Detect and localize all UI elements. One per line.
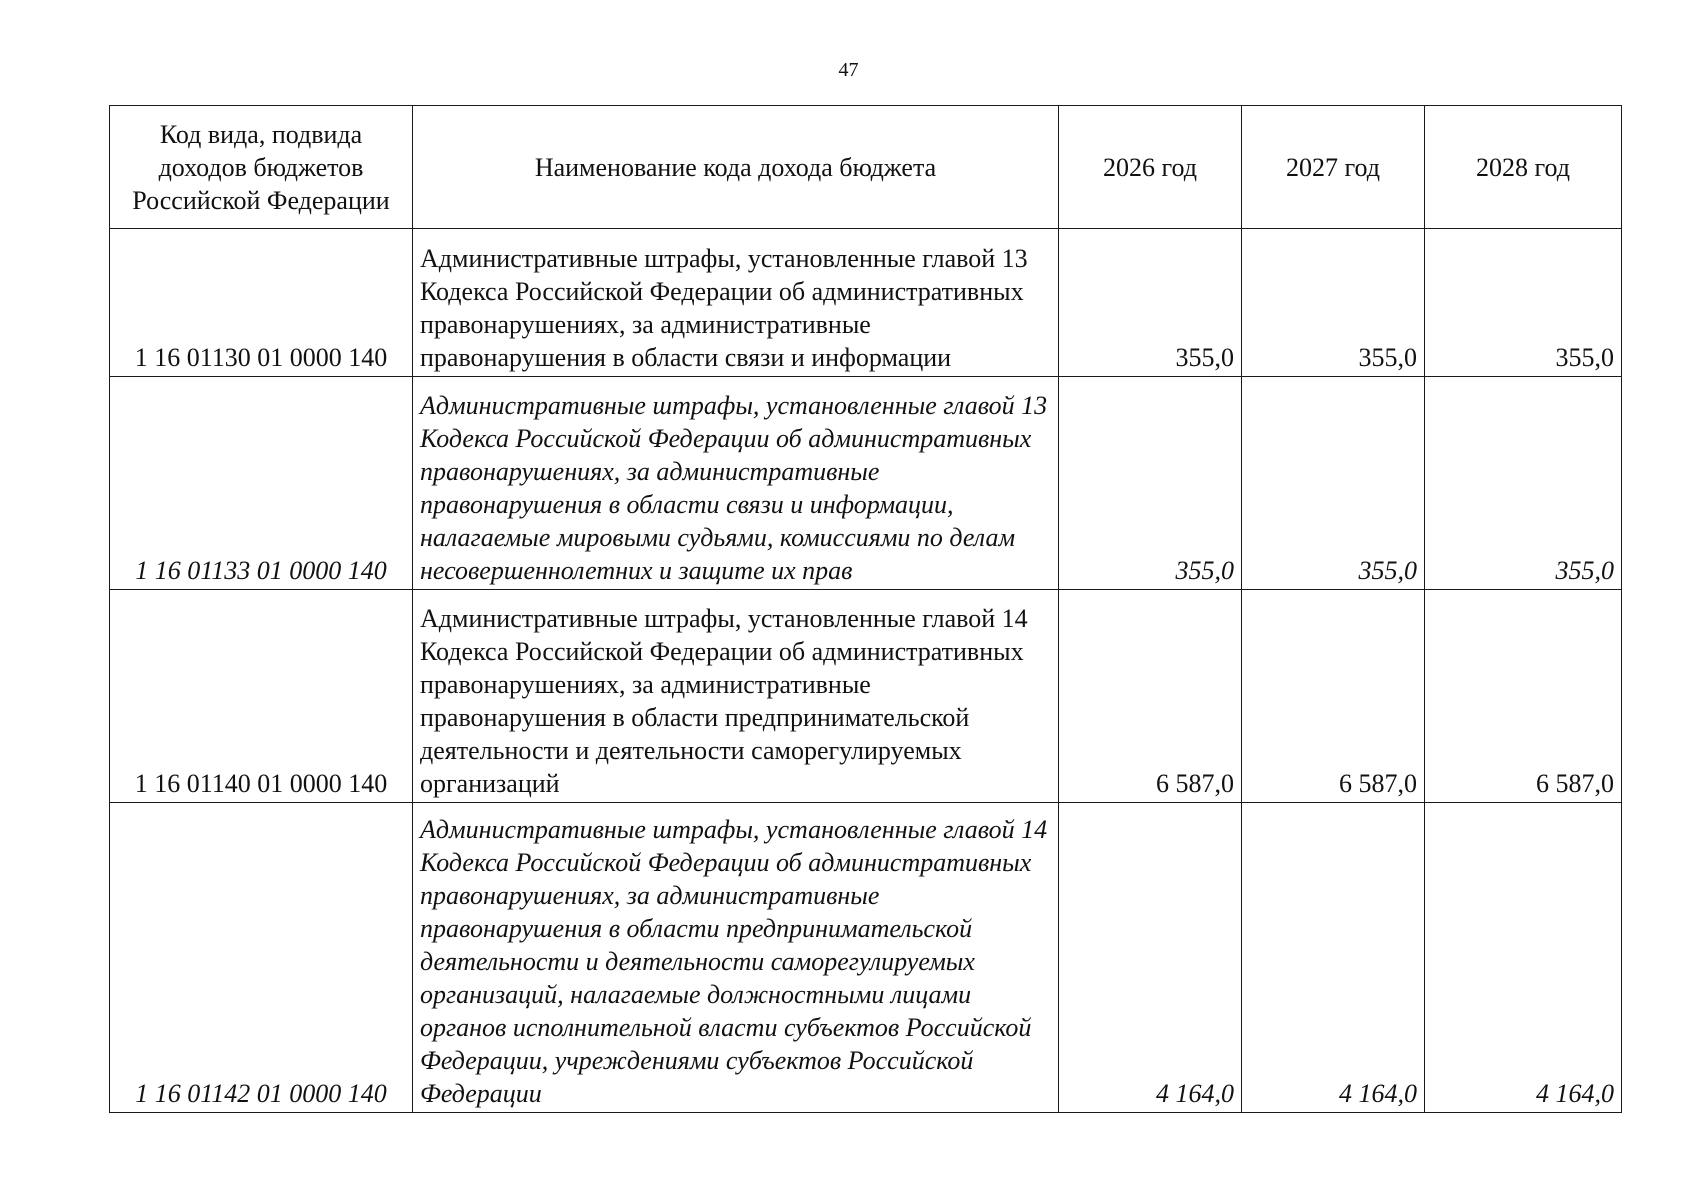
row-code: 1 16 01133 01 0000 140 <box>110 377 413 590</box>
row-name: Административные штрафы, установленные главой 13 Кодекса Российской Федерации об административных правонарушениях, за административные правонарушения в области связи и информации, налагаемые мировыми судьями, комиссиями по делам несовершеннолетних и защите их прав <box>413 377 1059 590</box>
row-name: Административные штрафы, установленные главой 14 Кодекса Российской Федерации об административных правонарушениях, за административные правонарушения в области предпринимательской деятельности и деятельности саморегулируемых организаций <box>413 590 1059 803</box>
row-name: Административные штрафы, установленные главой 13 Кодекса Российской Федерации об административных правонарушениях, за административные правонарушения в области связи и информации <box>413 229 1059 377</box>
header-2026: 2026 год <box>1059 106 1242 229</box>
row-value-2028: 355,0 <box>1425 229 1622 377</box>
row-value-2026: 4 164,0 <box>1059 803 1242 1113</box>
table-row <box>110 590 1622 803</box>
row-value-2027: 6 587,0 <box>1242 590 1425 803</box>
row-value-2027: 4 164,0 <box>1242 803 1425 1113</box>
row-value-2028: 355,0 <box>1425 377 1622 590</box>
row-value-2026: 6 587,0 <box>1059 590 1242 803</box>
row-value-2028: 6 587,0 <box>1425 590 1622 803</box>
row-name: Административные штрафы, установленные главой 14 Кодекса Российской Федерации об административных правонарушениях, за административные правонарушения в области предпринимательской деятельности и деятельности саморегулируемых организаций, налагаемые должностными лицами органов исполнительной власти субъектов Российской Федерации, учреждениями субъектов Российской Федерации <box>413 803 1059 1113</box>
row-code: 1 16 01142 01 0000 140 <box>110 803 413 1113</box>
row-value-2026: 355,0 <box>1059 229 1242 377</box>
table-row <box>110 803 1622 1113</box>
row-value-2026: 355,0 <box>1059 377 1242 590</box>
table-header-row <box>110 106 1622 229</box>
table-row <box>110 377 1622 590</box>
page-number: 47 <box>838 59 859 81</box>
row-value-2028: 4 164,0 <box>1425 803 1622 1113</box>
row-value-2027: 355,0 <box>1242 229 1425 377</box>
row-value-2027: 355,0 <box>1242 377 1425 590</box>
table-row <box>110 229 1622 377</box>
header-2027: 2027 год <box>1242 106 1425 229</box>
header-name: Наименование кода дохода бюджета <box>413 106 1059 229</box>
row-code: 1 16 01140 01 0000 140 <box>110 590 413 803</box>
budget-revenue-table <box>109 105 1622 1113</box>
row-code: 1 16 01130 01 0000 140 <box>110 229 413 377</box>
header-2028: 2028 год <box>1425 106 1622 229</box>
header-code: Код вида, подвида доходов бюджетов Российской Федерации <box>110 106 413 229</box>
